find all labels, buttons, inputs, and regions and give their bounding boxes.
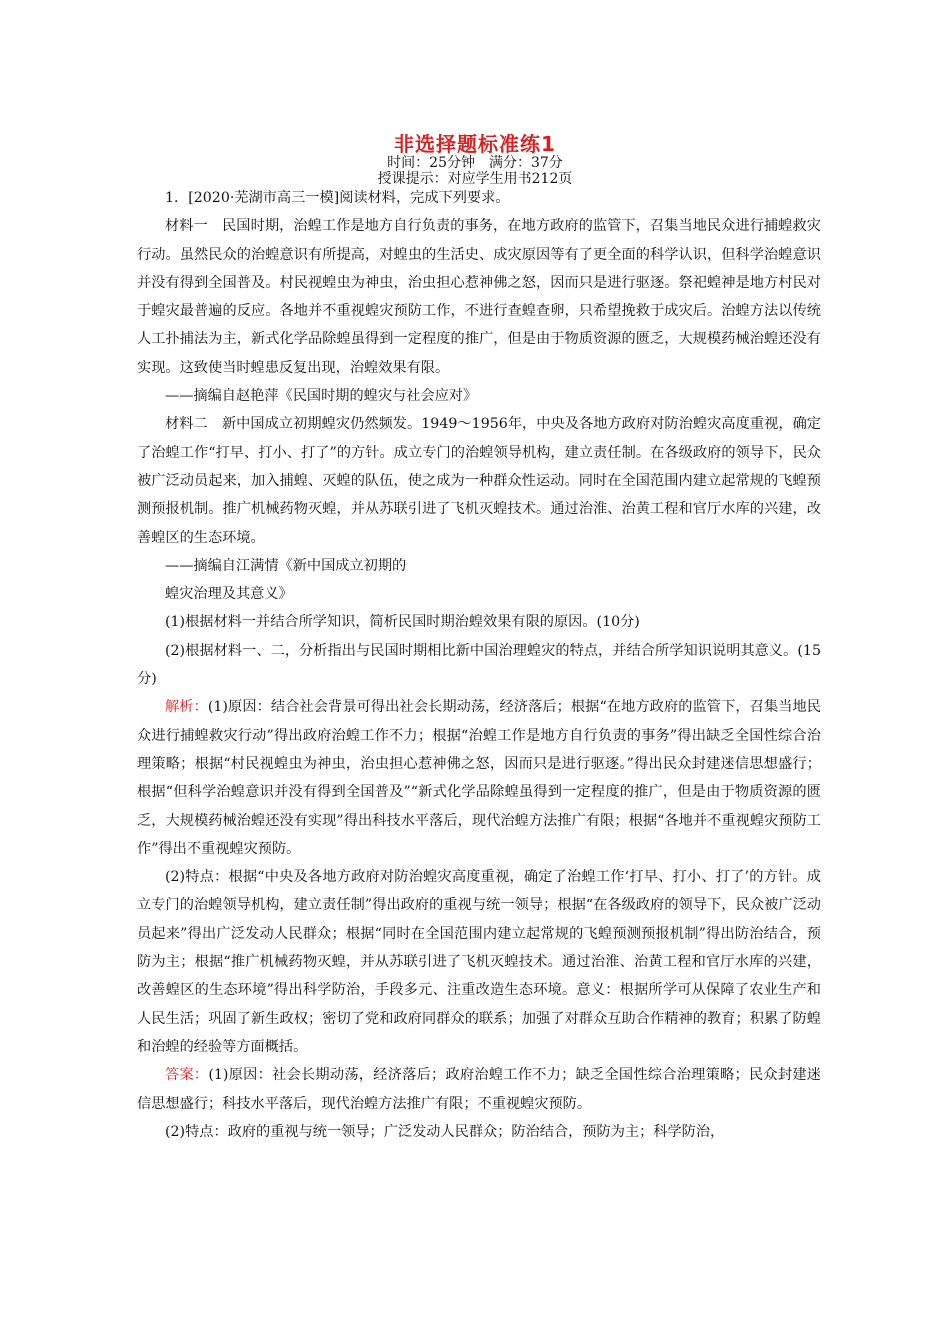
question-two: (2)根据材料一、二，分析指出与民国时期相比新中国治理蝗灾的特点，并结合所学知识说明其意义。(15分) — [137, 642, 821, 688]
question-one: (1)根据材料一并结合所学知识，简析民国时期治蝗效果有限的原因。(10分) — [165, 614, 640, 631]
answer-label: 答案： — [165, 1067, 209, 1084]
page-title: 非选择题标准练1 — [394, 132, 556, 156]
material-two: 材料二 新中国成立初期蝗灾仍然频发。1949～1956年，中央及各地方政府对防治蝗灾高度重视，确定了治蝗工作“打早、打小、打了”的方针。成立专门的治蝗领导机构，建立责任制。在各级政府的领导下，民众被广泛动员起来，加入捕蝗、灭蝗的队伍，使之成为一种群众性运动。同时在全国范围内建立起常规的飞蝗预测预报机制。推广机械药物灭蝗，并从苏联引进了飞机灭蝗技术。通过治淮、治黄工程和官厅水库的兴建，改善蝗区的生态环境。 — [137, 416, 821, 546]
material-two-source-line2: 蝗灾治理及其意义》 — [165, 586, 293, 603]
time-score-line: 时间：25分钟 满分：37分 — [387, 155, 563, 171]
material-two-source-line1: ——摘编自江满情《新中国成立初期的 — [165, 557, 407, 574]
lesson-hint-line: 授课提示：对应学生用书212页 — [377, 171, 573, 187]
answer-part-one — [137, 1061, 821, 1118]
question-stem: 1．[2020·芜湖市高三一模]阅读材料，完成下列要求。 — [165, 190, 510, 206]
answer-part-two: (2)特点：政府的重视与统一领导；广泛发动人民群众；防治结合，预防为主；科学防治， — [165, 1123, 725, 1140]
material-one-source: ——摘编自赵艳萍《民国时期的蝗灾与社会应对》 — [165, 388, 478, 405]
analysis-part-one-text: (1)原因：结合社会背景可得出社会长期动荡，经济落后；根据“在地方政府的监管下，召集当地民众进行捕蝗救灾行动”得出政府治蝗工作不力；根据“治蝗工作是地方自行负责的事务”得出缺乏全国性综合治理策略；根据“村民视蝗虫为神虫，治虫担心惹神佛之怒，因而只是进行驱逐。”得出民众封建迷信思想盛行；根据“但科学治蝗意识并没有得到全国普及”“新式化学品除蝗虽得到一定程度的推广，但是由于物质资源的匮乏，大规模药械治蝗还没有实现”得出科技水平落后，现代治蝗方法推广有限；根据“各地并不重视蝗灾预防工作”得出不重视蝗灾预防。 — [137, 699, 821, 857]
material-one: 材料一 民国时期，治蝗工作是地方自行负责的事务，在地方政府的监管下，召集当地民众进行捕蝗救灾行动。虽然民众的治蝗意识有所提高，对蝗虫的生活史、成灾原因等有了更全面的科学认识，但科学治蝗意识并没有得到全国普及。村民视蝗虫为神虫，治虫担心惹神佛之怒，因而只是进行驱逐。祭祀蝗神是地方村民对于蝗灾最普遍的反应。各地并不重视蝗灾预防工作，不进行查蝗查卵，只希望挽救于成灾后。治蝗方法以传统人工扑捕法为主，新式化学品除蝗虽得到一定程度的推广，但是由于物质资源的匮乏，大规模药械治蝗还没有实现。这致使当时蝗患反复出现，治蝗效果有限。 — [137, 218, 821, 376]
question-body — [137, 184, 821, 1146]
analysis-part-one — [137, 693, 821, 863]
analysis-label: 解析： — [165, 699, 208, 716]
answer-part-one-text: (1)原因：社会长期动荡，经济落后；政府治蝗工作不力；缺乏全国性综合治理策略；民众封建迷信思想盛行；科技水平落后，现代治蝗方法推广有限；不重视蝗灾预防。 — [137, 1067, 821, 1112]
analysis-part-two: (2)特点：根据“中央及各地方政府对防治蝗灾高度重视，确定了治蝗工作‘打早、打小、打了’的方针。成立专门的治蝗领导机构，建立责任制”得出政府的重视与统一领导；根据“在各级政府的领导下，民众被广泛动员起来”得出广泛发动人民群众；根据“同时在全国范围内建立起常规的飞蝗预测预报机制”得出防治结合，预防为主；根据“推广机械药物灭蝗，并从苏联引进了飞机灭蝗技术。通过治淮、治黄工程和官厅水库的兴建，改善蝗区的生态环境”得出科学防治，手段多元、注重改造生态环境。意义：根据所学可从保障了农业生产和人民生活；巩固了新生政权；密切了党和政府同群众的联系；加强了对群众互助合作精神的教育；积累了防蝗和治蝗的经验等方面概括。 — [137, 869, 821, 1055]
